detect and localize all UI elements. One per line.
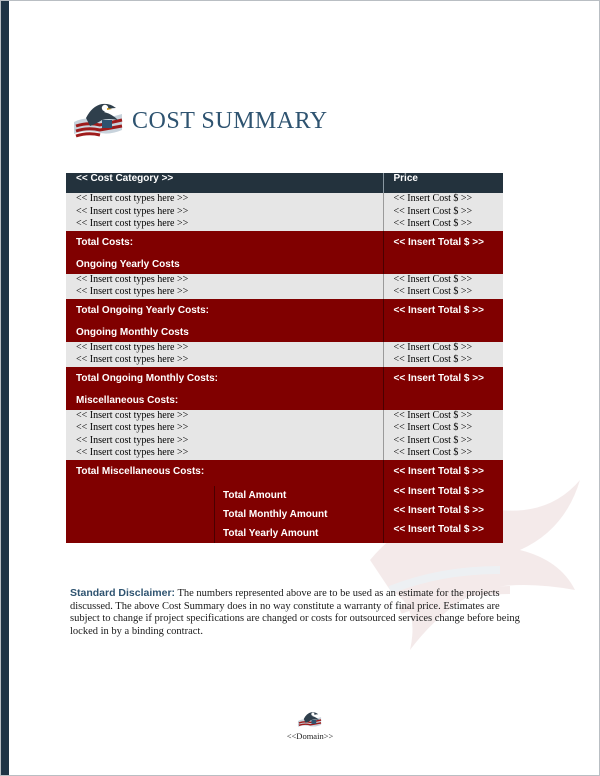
summary-row (66, 505, 503, 524)
cost-price-item: << Insert Cost $ >> (393, 354, 473, 365)
disclaimer-text: The numbers represented above are to be used as an estimate for the projects discussed. The above Cost Summary does in no way constitute a warranty of final price. Estimates are subject to change if project specifications are changed or costs for outsourced services change before being locked in by a binding contract. (70, 588, 520, 637)
summary-spacer (76, 505, 215, 524)
total-value: << Insert Total $ >> (393, 236, 484, 248)
cost-items-row (66, 410, 503, 460)
summary-spacer (76, 486, 215, 505)
cost-type-item: << Insert cost types here >> (76, 205, 189, 217)
cost-type-item: << Insert cost types here >> (76, 434, 189, 446)
summary-row (66, 486, 503, 505)
cost-price-item: << Insert Cost $ >> (393, 434, 473, 446)
cost-items-row (66, 274, 503, 299)
total-row (66, 299, 503, 342)
summary-spacer (76, 524, 215, 543)
cost-type-item: << Insert cost types here >> (76, 409, 189, 421)
cost-items-row (66, 193, 503, 231)
cost-price-item: << Insert Cost $ >> (393, 273, 473, 285)
summary-label: Total Amount (223, 489, 287, 501)
standard-disclaimer (70, 587, 530, 638)
cost-price-item: << Insert Cost $ >> (393, 218, 473, 229)
cost-price-item: << Insert Cost $ >> (393, 341, 473, 353)
cost-type-item: << Insert cost types here >> (76, 193, 189, 204)
side-stripe (1, 1, 9, 775)
eagle-flag-icon (297, 710, 323, 730)
total-label: Total Ongoing Yearly Costs: (76, 304, 209, 316)
cost-price-item: << Insert Cost $ >> (393, 409, 473, 421)
column-header-category: << Cost Category >> (66, 173, 383, 193)
cost-type-item: << Insert cost types here >> (76, 354, 189, 365)
summary-value: << Insert Total $ >> (383, 505, 503, 524)
disclaimer-lead: Standard Disclaimer: (70, 587, 176, 599)
page-title: COST SUMMARY (132, 107, 328, 134)
total-row (66, 460, 503, 486)
section-heading: Ongoing Monthly Costs (76, 326, 189, 338)
footer-domain: <<Domain>> (286, 731, 334, 741)
cost-type-item: << Insert cost types here >> (76, 422, 189, 433)
total-label: Total Ongoing Monthly Costs: (76, 372, 219, 384)
total-row (66, 231, 503, 274)
cost-type-item: << Insert cost types here >> (76, 286, 189, 297)
cost-price-item: << Insert Cost $ >> (393, 286, 473, 297)
total-value: << Insert Total $ >> (393, 304, 484, 316)
cost-summary-table (66, 173, 503, 543)
eagle-flag-icon (72, 100, 126, 140)
section-heading: Ongoing Yearly Costs (76, 258, 180, 270)
page-header (72, 100, 328, 140)
cost-price-item: << Insert Cost $ >> (393, 193, 473, 204)
cost-price-item: << Insert Cost $ >> (393, 422, 473, 433)
cost-type-item: << Insert cost types here >> (76, 447, 189, 458)
section-heading: Miscellaneous Costs: (76, 394, 179, 406)
cost-type-item: << Insert cost types here >> (76, 218, 189, 229)
total-row (66, 367, 503, 410)
cost-type-item: << Insert cost types here >> (76, 273, 189, 285)
column-header-price: Price (383, 173, 503, 193)
cost-price-item: << Insert Cost $ >> (393, 205, 473, 217)
summary-label: Total Yearly Amount (223, 527, 319, 539)
cost-type-item: << Insert cost types here >> (76, 341, 189, 353)
total-value: << Insert Total $ >> (393, 372, 484, 384)
summary-value: << Insert Total $ >> (383, 486, 503, 505)
table-header-row (66, 173, 503, 193)
summary-row (66, 524, 503, 543)
cost-items-row (66, 342, 503, 367)
total-label: Total Miscellaneous Costs: (76, 465, 205, 477)
page-footer (270, 710, 350, 741)
cost-price-item: << Insert Cost $ >> (393, 447, 473, 458)
total-value: << Insert Total $ >> (393, 465, 484, 477)
total-label: Total Costs: (76, 236, 134, 248)
summary-label: Total Monthly Amount (223, 508, 328, 520)
summary-value: << Insert Total $ >> (383, 524, 503, 543)
